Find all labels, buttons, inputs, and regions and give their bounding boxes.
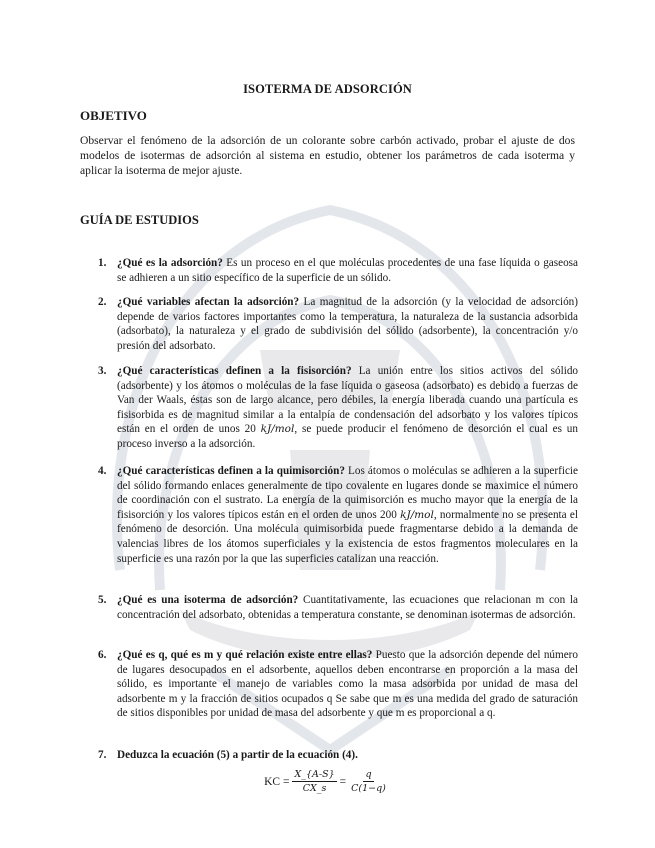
question-item xyxy=(98,748,578,763)
guia-heading: GUÍA DE ESTUDIOS xyxy=(80,213,199,227)
answer-text: La unión entre los sitios activos del sólido (adsorbente) y los átomos o moléculas de la fase líquida o gaseosa (adsorbato) es debido a fuerzas de Van der Waals, éstas son de largo alcance, pero débiles, la energía liberada cuando una partícula es fisisorbida es de magnitud similar a la entalpía de condensación del adsorbato y los valores típicos están en el orden de unos 20 xyxy=(117,365,579,436)
fraction-2-numerator: q xyxy=(365,769,372,780)
equation-fraction-2 xyxy=(349,769,388,794)
question-item xyxy=(98,648,578,721)
objetivo-text: Observar el fenómeno de la adsorción de un colorante sobre carbón activado, probar el ajuste de dos modelos de isotermas de adsorción al sistema en estudio, obtener los parámetros de cada isoterma y aplicar la isoterma de mejor ajuste. xyxy=(80,134,575,178)
document-title: ISOTERMA DE ADSORCIÓN xyxy=(243,82,412,96)
equation-fraction-1 xyxy=(292,769,336,794)
objetivo-heading: OBJETIVO xyxy=(80,108,147,123)
question-number: 3. xyxy=(98,365,107,377)
question-text: ¿Qué variables afectan la adsorción? xyxy=(117,296,300,308)
question-item xyxy=(98,364,578,452)
unit-kj-mol: kJ/mol xyxy=(260,423,295,436)
question-number: 4. xyxy=(98,465,107,477)
question-text: ¿Qué características definen a la quimisorción? xyxy=(117,465,345,477)
question-item xyxy=(98,464,578,566)
question-item xyxy=(98,593,578,622)
question-number: 6. xyxy=(98,649,107,661)
answer-text: Puesto que la adsorción depende del número de lugares desocupados en el adsorbente, aquellos deben encontrarse en proporción a la masa del sólido, es importante el manejo de variables como la masa adsorbida por unidad de masa del adsorbente m y la fracción de sitios ocupados q Se sabe que m es una medida del grado de saturación de sitios disponibles por unidad de masa del adsorbente y que m es proporcional a q. xyxy=(117,649,578,720)
question-number: 1. xyxy=(98,257,107,269)
question-item xyxy=(98,256,578,285)
question-number: 5. xyxy=(98,594,107,606)
question-text: ¿Qué es q, qué es m y qué relación existe entre ellas? xyxy=(117,649,373,661)
question-item xyxy=(98,295,578,353)
fraction-1-denominator: CX_s xyxy=(302,783,327,794)
question-text: ¿Qué es una isoterma de adsorción? xyxy=(117,594,299,606)
answer-text: Cuantitativamente, las ecuaciones que relacionan m con la concentración del adsorbato, obtenidas a temperatura constante, se denominan isotermas de adsorción. xyxy=(117,594,578,621)
answer-text-cont: , normalmente no se presenta el fenómeno de desorción. Una molécula quimisorbida puede fragmentarse debido a la demanda de valencias libres de los átomos superficiales y la existencia de estos fragmentos moleculares en la superficie es una razón por la que las superficies catalizan una reacción. xyxy=(117,508,578,565)
unit-kj-mol: kJ/mol xyxy=(400,508,434,521)
fraction-1-numerator: X_{A-S} xyxy=(294,769,335,780)
fraction-2-denominator: C(1−q) xyxy=(351,783,386,794)
question-text: ¿Qué es la adsorción? xyxy=(117,257,223,269)
answer-text-cont: , se puede producir el fenómeno de desorción el cual es un proceso inverso a la adsorción. xyxy=(117,423,578,450)
question-text: Deduzca la ecuación (5) a partir de la ecuación (4). xyxy=(117,749,358,761)
question-number: 7. xyxy=(98,749,107,761)
answer-text: Los átomos o moléculas se adhieren a la superficie del sólido formando enlaces generalmente de tipo covalente en lugares donde se maximice el número de coordinación con el sustrato. La energía de la quimisorción es mucho mayor que la energía de la fisisorción y los valores típicos están en el orden de unos 200 xyxy=(117,465,578,521)
answer-text: La magnitud de la adsorción (y la velocidad de adsorción) depende de varios factores importantes como la temperatura, la naturaleza de la sustancia adsorbida (adsorbato), la naturaleza y el grado de subdivisión del sólido (adsorbente), la concentración y/o presión del adsorbato. xyxy=(117,296,578,352)
equation-kc xyxy=(0,769,655,794)
question-number: 2. xyxy=(98,296,107,308)
answer-text: Es un proceso en el que moléculas procedentes de una fase líquida o gaseosa se adhieren a un sitio específico de la superficie de un sólido. xyxy=(117,257,579,284)
equation-lhs: KC = xyxy=(264,775,290,788)
question-text: ¿Qué características definen a la fisisorción? xyxy=(117,365,352,377)
equation-equals: = xyxy=(339,775,347,788)
